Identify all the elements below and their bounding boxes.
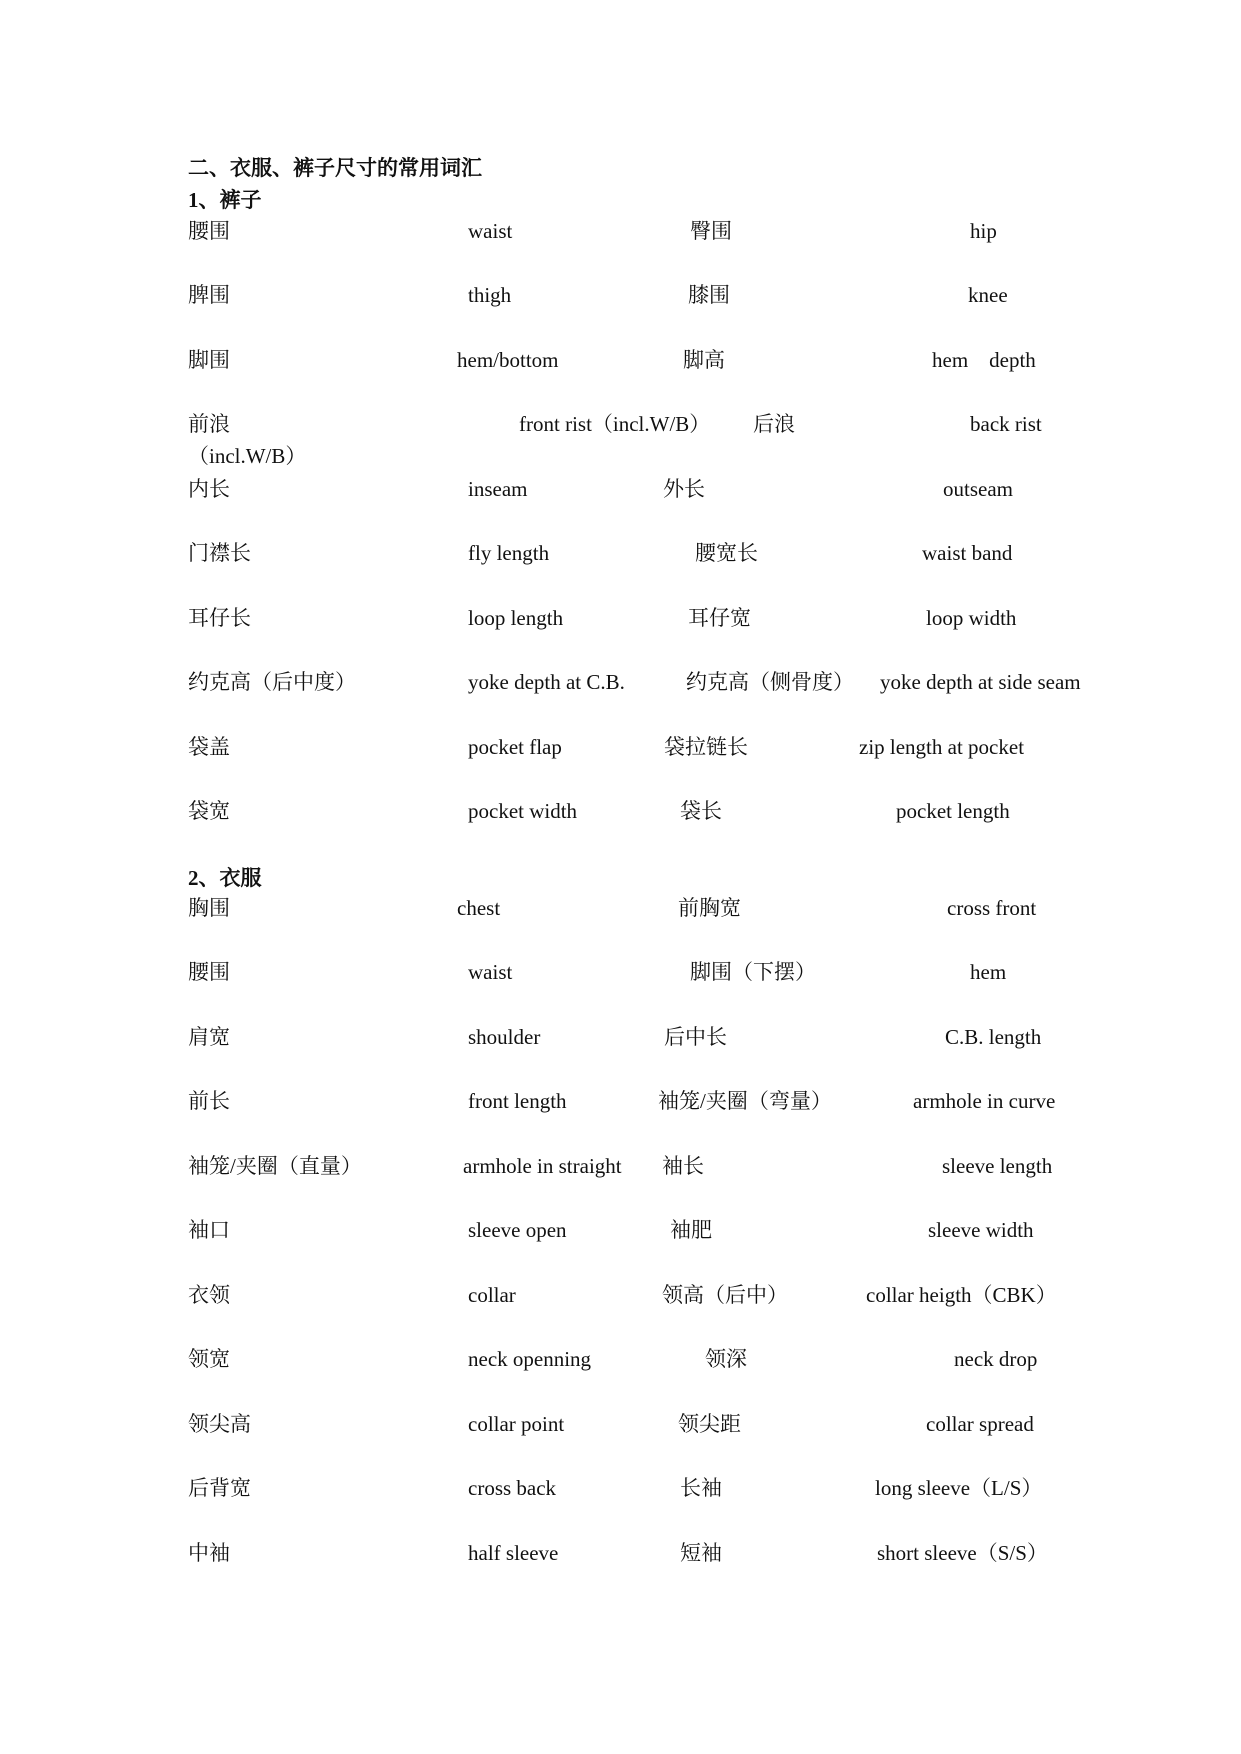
term-chinese: 内长	[188, 477, 230, 501]
term-chinese: 腰围	[188, 219, 230, 243]
term-chinese: 袖口	[188, 1218, 230, 1242]
term-chinese: 袋长	[680, 799, 722, 823]
term-chinese: 脚围（下摆）	[690, 960, 816, 984]
term-chinese: 领高（后中）	[662, 1283, 788, 1307]
term-english: loop length	[468, 606, 564, 630]
table-row	[0, 1024, 1241, 1064]
term-english: zip length at pocket	[859, 735, 1025, 759]
term-english: loop width	[926, 606, 1017, 630]
term-english: armhole in curve	[913, 1089, 1056, 1113]
term-english: sleeve width	[928, 1218, 1034, 1242]
term-english: yoke depth at C.B.	[468, 670, 625, 694]
term-chinese: 袖长	[662, 1154, 704, 1178]
table-row	[0, 1088, 1241, 1128]
term-chinese: 约克高（侧骨度）	[686, 670, 854, 694]
table-row	[0, 1411, 1241, 1451]
term-english: cross back	[468, 1476, 557, 1500]
term-english: sleeve open	[468, 1218, 567, 1242]
table-row	[0, 540, 1241, 580]
table-row	[0, 282, 1241, 322]
term-english: shoulder	[468, 1025, 541, 1049]
term-english: outseam	[943, 477, 1013, 501]
table-row	[0, 734, 1241, 774]
term-english: waist band	[922, 541, 1013, 565]
term-english: armhole in straight	[463, 1154, 622, 1178]
term-chinese: 耳仔长	[188, 606, 251, 630]
term-chinese: 短袖	[680, 1541, 722, 1565]
term-chinese: 膝围	[688, 283, 730, 307]
table-row	[0, 605, 1241, 645]
term-english: hem/bottom	[457, 348, 559, 372]
term-chinese: 袋拉链长	[664, 735, 748, 759]
term-chinese: 中袖	[188, 1541, 230, 1565]
table-row	[0, 347, 1241, 387]
term-chinese: 门襟长	[188, 541, 251, 565]
table-row	[0, 798, 1241, 838]
term-chinese: 领尖距	[678, 1412, 741, 1436]
table-row	[0, 1475, 1241, 1515]
term-chinese: 后背宽	[188, 1476, 251, 1500]
table-row	[0, 669, 1241, 709]
term-english: collar	[468, 1283, 516, 1307]
table-row	[0, 1540, 1241, 1580]
term-english: collar heigth（CBK）	[866, 1283, 1057, 1307]
term-english: neck openning	[468, 1347, 592, 1371]
term-chinese: 肩宽	[188, 1025, 230, 1049]
term-english: hip	[970, 219, 997, 243]
term-english-continued: （incl.W/B）	[188, 444, 307, 468]
table-row	[0, 959, 1241, 999]
section-heading-pants: 1、裤子	[188, 188, 262, 212]
term-english: C.B. length	[945, 1025, 1042, 1049]
term-chinese: 前浪	[188, 412, 230, 436]
term-chinese: 袖笼/夹圈（直量）	[188, 1154, 362, 1178]
table-row	[0, 476, 1241, 516]
term-english: neck drop	[954, 1347, 1038, 1371]
term-english: long sleeve（L/S）	[875, 1476, 1043, 1500]
term-chinese: 袋盖	[188, 735, 230, 759]
term-english: hem depth	[932, 348, 1036, 372]
term-english: front rist（incl.W/B）	[519, 412, 711, 436]
term-chinese: 长袖	[680, 1476, 722, 1500]
term-english: pocket width	[468, 799, 578, 823]
term-english: inseam	[468, 477, 528, 501]
term-english: cross front	[947, 896, 1037, 920]
table-row	[0, 1217, 1241, 1257]
term-chinese: 脚围	[188, 348, 230, 372]
term-chinese: 胸围	[188, 896, 230, 920]
term-english: hem	[970, 960, 1007, 984]
section-heading-clothes: 2、衣服	[188, 866, 262, 890]
term-chinese: 领深	[705, 1347, 747, 1371]
term-english: back rist	[970, 412, 1042, 436]
term-chinese: 前长	[188, 1089, 230, 1113]
term-chinese: 领宽	[188, 1347, 230, 1371]
table-row	[0, 895, 1241, 935]
term-english: yoke depth at side seam	[880, 670, 1081, 694]
term-chinese: 脾围	[188, 283, 230, 307]
term-chinese: 后中长	[664, 1025, 727, 1049]
page-title: 二、衣服、裤子尺寸的常用词汇	[188, 156, 482, 180]
term-english: short sleeve（S/S）	[877, 1541, 1048, 1565]
term-chinese: 耳仔宽	[688, 606, 751, 630]
term-chinese: 领尖高	[188, 1412, 251, 1436]
term-chinese: 衣领	[188, 1283, 230, 1307]
term-english: fly length	[468, 541, 550, 565]
term-english: collar point	[468, 1412, 565, 1436]
term-english: thigh	[468, 283, 512, 307]
term-chinese: 前胸宽	[678, 896, 741, 920]
term-english: waist	[468, 960, 513, 984]
table-row	[0, 411, 1241, 481]
term-chinese: 臀围	[690, 219, 732, 243]
term-chinese: 脚高	[683, 348, 725, 372]
table-row	[0, 1346, 1241, 1386]
table-row	[0, 1153, 1241, 1193]
term-english: chest	[457, 896, 501, 920]
term-chinese: 后浪	[753, 412, 795, 436]
term-english: knee	[968, 283, 1008, 307]
term-chinese: 腰宽长	[695, 541, 758, 565]
table-row	[0, 218, 1241, 258]
term-english: collar spread	[926, 1412, 1034, 1436]
term-english: sleeve length	[942, 1154, 1053, 1178]
term-chinese: 约克高（后中度）	[188, 670, 356, 694]
table-row	[0, 1282, 1241, 1322]
term-chinese: 袖肥	[670, 1218, 712, 1242]
term-english: waist	[468, 219, 513, 243]
term-chinese: 外长	[663, 477, 705, 501]
term-english: pocket flap	[468, 735, 562, 759]
term-english: half sleeve	[468, 1541, 559, 1565]
term-english: front length	[468, 1089, 567, 1113]
term-chinese: 袋宽	[188, 799, 230, 823]
term-chinese: 袖笼/夹圈（弯量）	[658, 1089, 832, 1113]
term-english: pocket length	[896, 799, 1010, 823]
term-chinese: 腰围	[188, 960, 230, 984]
